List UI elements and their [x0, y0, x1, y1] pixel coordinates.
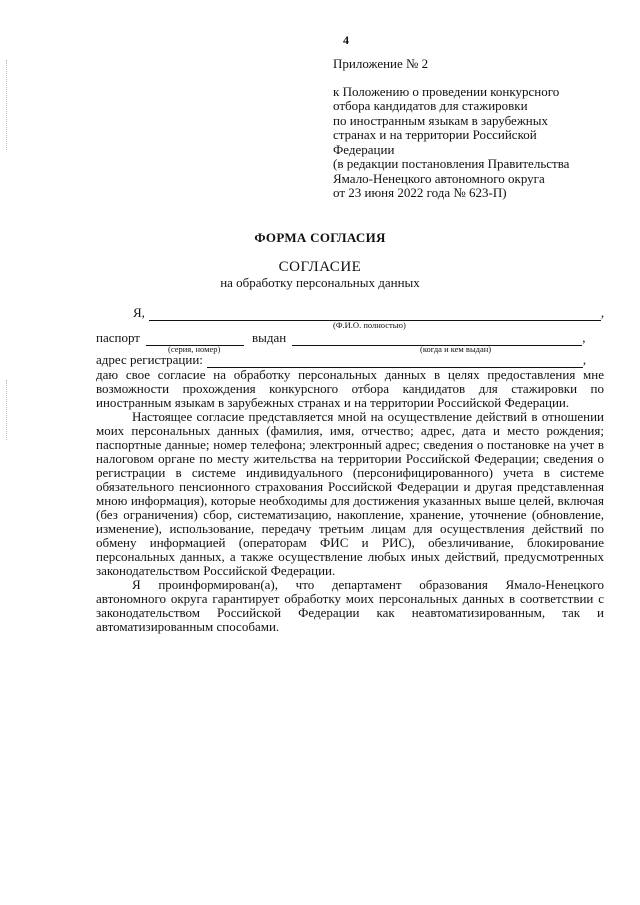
page-number: 4	[343, 33, 349, 47]
issued-hint: (когда и кем выдан)	[420, 344, 492, 354]
appendix-line: от 23 июня 2022 года № 623-П)	[333, 185, 507, 200]
address-label: адрес регистрации:	[96, 352, 203, 367]
address-comma: ,	[582, 352, 587, 367]
passport-hint: (серия, номер)	[168, 344, 221, 354]
consent-body	[96, 368, 604, 634]
i-label: Я,	[133, 305, 145, 320]
paragraph-consent-purpose: даю свое согласие на обработку персональных данных в целях предоставления мне возможности прохождения конкурсного отбора кандидатов для стажировки по иностранным языкам в зарубежных странах и на территории Российской Федерации.	[96, 367, 604, 410]
consent-subtitle: на обработку персональных данных	[220, 275, 420, 290]
paragraph-informed: Я проинформирован(а), что департамент образования Ямало-Ненецкого автономного округа гарантирует обработку моих персональных данных в соответствии с законодательством Российской Федерации как неавтоматизированным, так и автоматизированным способами.	[96, 577, 604, 634]
appendix-line: Ямало-Ненецкого автономного округа	[333, 170, 545, 186]
appendix-line: по иностранным языкам в зарубежных	[333, 112, 549, 128]
appendix-line: к Положению о проведении конкурсного	[333, 83, 560, 99]
address-row	[96, 352, 586, 368]
issued-comma: ,	[582, 330, 586, 345]
appendix-block	[333, 57, 633, 201]
form-title: ФОРМА СОГЛАСИЯ	[254, 230, 386, 245]
appendix-line: (в редакции постановления Правительства	[333, 156, 570, 171]
fio-row	[133, 305, 604, 321]
appendix-line: странах и на территории Российской	[333, 127, 537, 142]
fio-hint: (Ф.И.О. полностью)	[333, 320, 406, 330]
scan-edge-mark	[6, 60, 8, 150]
fio-comma: ,	[600, 305, 605, 320]
issued-label: выдан	[251, 330, 287, 345]
appendix-line: отбора кандидатов для стажировки	[333, 98, 528, 113]
consent-title: СОГЛАСИЕ	[278, 259, 362, 275]
paragraph-consent-scope: Настоящее согласие представляется мной на осуществление действий в отношении моих персональных данных (фамилия, имя, отчество; адрес, дата и место рождения; паспортные данные; номер телефона; электронный адрес; сведения о постановке на учет в налоговом органе по месту жительства на территории Российской Федерации; сведения о регистрации в системе индивидуального (персонифицированного) учета в системе обязательного пенсионного страхования Российской Федерации и другая представленная мною информация), которые необходимы для достижения указанных выше целей, включая (без ограничения) сбор, систематизацию, накопление, хранение, уточнение (обновление, изменение), использование, передачу третьим лицам для осуществления действий по обмену информацией (операторам ФИС и РИС), обезличивание, блокирование персональных данных, а также осуществление любых иных действий, предусмотренных законодательством Российской Федерации.	[96, 409, 604, 578]
appendix-title: Приложение № 2	[333, 56, 429, 71]
appendix-line: Федерации	[333, 141, 395, 157]
passport-label: паспорт	[96, 330, 140, 345]
scan-edge-mark	[6, 380, 8, 440]
